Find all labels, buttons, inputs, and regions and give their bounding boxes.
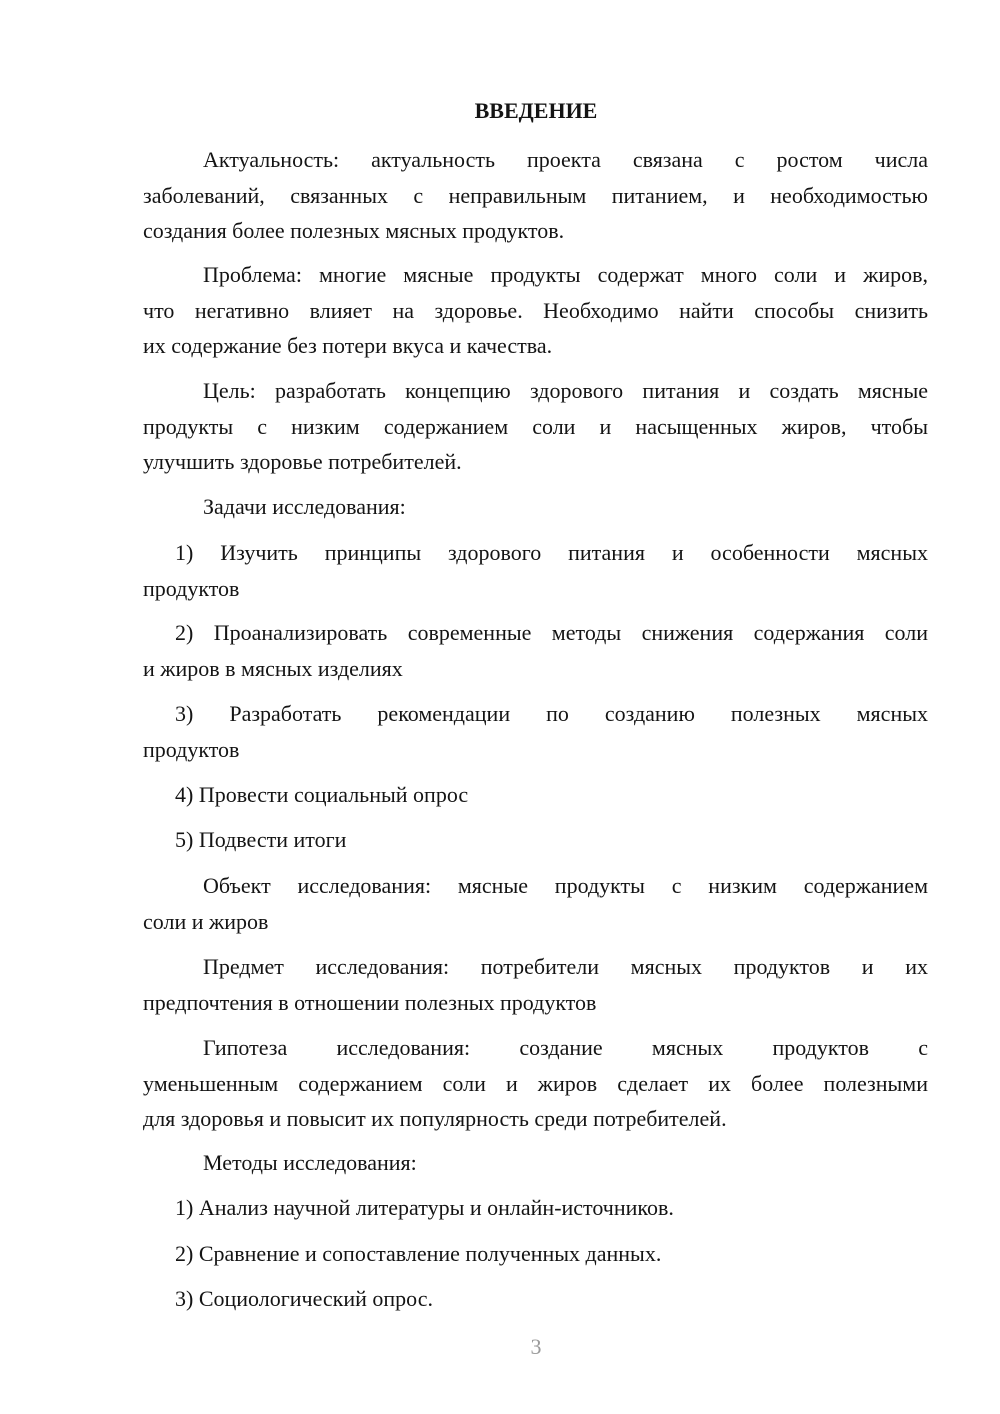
hypothesis-paragraph (143, 1030, 928, 1137)
task-item-5 (143, 822, 928, 858)
list-item-line: 2) Проанализировать современные методы снижения содержания соли (175, 620, 928, 645)
page-number: 3 (530, 1334, 542, 1359)
paragraph-line: Предмет исследования: потребители мясных продуктов и их (203, 954, 928, 979)
paragraph-line: Цель: разработать концепцию здорового питания и создать мясные (203, 378, 928, 403)
paragraph-line: что негативно влияет на здоровье. Необходимо найти способы снизить (143, 297, 928, 323)
goal-paragraph (143, 373, 928, 480)
relevance-paragraph (143, 142, 928, 249)
task-item-4 (143, 777, 928, 813)
tasks-heading (143, 489, 928, 525)
paragraph-line: Гипотеза исследования: создание мясных продуктов с (203, 1035, 928, 1060)
object-paragraph (143, 868, 928, 939)
page-title: ВВЕДЕНИЕ (474, 98, 598, 123)
list-item-line: 2) Сравнение и сопоставление полученных данных. (175, 1241, 662, 1266)
methods-heading (143, 1145, 928, 1181)
problem-paragraph (143, 257, 928, 364)
paragraph-line: уменьшенным содержанием соли и жиров сделает их более полезными (143, 1070, 928, 1096)
paragraph-line: Проблема: многие мясные продукты содержат много соли и жиров, (203, 262, 928, 287)
section-heading: Задачи исследования: (203, 494, 406, 519)
paragraph-line: для здоровья и повысит их популярность среди потребителей. (143, 1106, 727, 1131)
paragraph-line: их содержание без потери вкуса и качества. (143, 333, 553, 358)
list-item-line: продуктов (143, 575, 240, 601)
list-item-line: 1) Изучить принципы здорового питания и особенности мясных (175, 540, 928, 565)
task-item-2 (143, 615, 928, 686)
list-item-line: и жиров в мясных изделиях (143, 655, 403, 681)
task-item-1 (143, 535, 928, 606)
list-item-line: 3) Разработать рекомендации по созданию полезных мясных (175, 701, 928, 726)
list-item-line: 4) Провести социальный опрос (175, 782, 469, 807)
list-item-line: 5) Подвести итоги (175, 827, 347, 852)
paragraph-line: соли и жиров (143, 908, 269, 934)
paragraph-line: Актуальность: актуальность проекта связана с ростом числа (203, 147, 928, 172)
subject-paragraph (143, 949, 928, 1020)
method-item-1 (143, 1190, 928, 1226)
list-item-line: 3) Социологический опрос. (175, 1286, 433, 1311)
paragraph-line: продукты с низким содержанием соли и насыщенных жиров, чтобы (143, 413, 928, 439)
task-item-3 (143, 696, 928, 767)
paragraph-line: предпочтения в отношении полезных продуктов (143, 989, 597, 1015)
method-item-3 (143, 1281, 928, 1317)
paragraph-line: Объект исследования: мясные продукты с низким содержанием (203, 873, 928, 898)
method-item-2 (143, 1236, 928, 1272)
list-item-line: продуктов (143, 736, 240, 762)
list-item-line: 1) Анализ научной литературы и онлайн-источников. (175, 1195, 674, 1220)
section-heading: Методы исследования: (203, 1150, 417, 1175)
paragraph-line: улучшить здоровье потребителей. (143, 449, 462, 474)
paragraph-line: заболеваний, связанных с неправильным питанием, и необходимостью (143, 182, 928, 208)
paragraph-line: создания более полезных мясных продуктов. (143, 218, 565, 243)
